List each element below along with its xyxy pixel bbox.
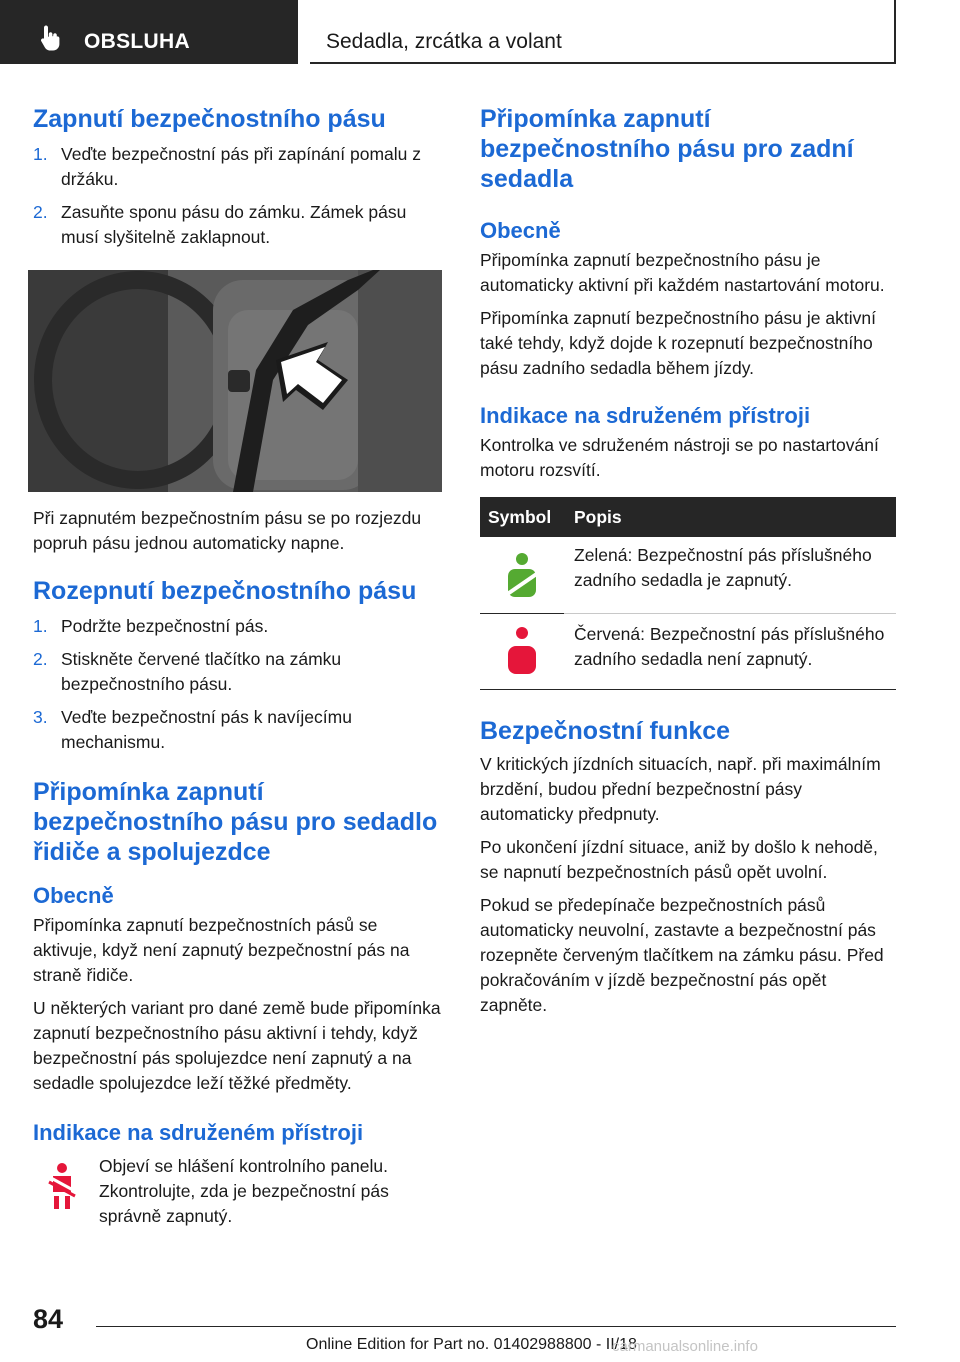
list-item: [33, 647, 445, 697]
description-cell: Červená: Bezpečnostní pás příslušného zadního sedadla není zapnutý.: [564, 613, 896, 689]
step-text: Podržte bezpečnostní pás.: [61, 616, 269, 636]
safety-paragraph-3: Pokud se předepínače bezpečnostních pásů automaticky neuvolní, zastavte a bezpečnostní pás rozepněte červeným tlačítkem na zámku pásu. Před pokračováním v jízdě bezpečnostní pás opět zapněte.: [480, 894, 884, 1015]
fasten-steps: [33, 142, 445, 250]
rear-indicator-paragraph: Kontrolka ve sdruženém nástroji se po nastartování motoru rozsvítí.: [480, 435, 879, 480]
footer-divider: [96, 1326, 896, 1327]
step-number: 2.: [33, 202, 48, 222]
symbol-table: [480, 497, 896, 690]
step-text: Stiskněte červené tlačítko na zámku bezpečnostního pásu.: [61, 649, 342, 694]
description-cell: Zelená: Bezpečnostní pás příslušného zadního sedadla je zapnutý.: [564, 537, 896, 613]
safety-paragraph-1: V kritických jízdních situacích, např. při maximálním brzdění, budou přední bezpečnostní pásy automaticky předpnuty.: [480, 753, 881, 824]
rear-general-paragraph-1: Připomínka zapnutí bezpečnostního pásu je automaticky aktivní při každém nastartování motoru.: [480, 250, 885, 295]
general-paragraph-1: Připomínka zapnutí bezpečnostních pásů se aktivuje, když není zapnutý bezpečnostní pás na straně řidiče.: [33, 915, 410, 985]
step-text: Veďte bezpečnostní pás k navíjecímu mechanismu.: [61, 707, 352, 752]
step-text: Veďte bezpečnostní pás při zapínání pomalu z držáku.: [61, 144, 422, 189]
general-heading: Obecně: [33, 883, 114, 908]
page-footer: [0, 1290, 960, 1362]
rear-general-paragraph-2: Připomínka zapnutí bezpečnostního pásu je aktivní také tehdy, když dojde k rozepnutí bezpečnostního pásu zadního sedadla během jízdy.: [480, 308, 876, 378]
rear-indicator-heading: Indikace na sdruženém přístroji: [480, 403, 811, 428]
safety-paragraph-2: Po ukončení jízdní situace, aniž by došlo k nehodě, se napnutí bezpečnostních pásů opět uvolní.: [480, 836, 878, 882]
list-item: [33, 705, 445, 755]
step-text: Zasuňte sponu pásu do zámku. Zámek pásu musí slyšitelně zaklapnout.: [61, 202, 407, 247]
page-header: [0, 0, 960, 66]
page-number: 84: [33, 1304, 64, 1334]
rear-reminder-heading: Připomínka zapnutí bezpečnostního pásu pro zadní sedadla: [480, 105, 854, 193]
section-tab[interactable]: [0, 0, 298, 64]
table-row: [480, 613, 896, 689]
right-column: [480, 100, 896, 1018]
list-item: [33, 142, 445, 192]
table-row: [480, 537, 896, 613]
description-column-header: Popis: [564, 497, 896, 537]
watermark: carmanualsonline.info: [612, 1338, 758, 1355]
step-number: 1.: [33, 616, 48, 636]
step-number: 3.: [33, 707, 48, 727]
unfasten-heading: Rozepnutí bezpečnostního pásu: [33, 577, 417, 605]
seatbelt-illustration: [28, 270, 442, 492]
list-item: [33, 200, 445, 250]
indicator-text: Objeví se hlášení kontrolního panelu. Zkontrolujte, zda je bezpečnostní pás správně zapnutý.: [99, 1156, 389, 1226]
tension-paragraph: Při zapnutém bezpečnostním pásu se po rozjezdu popruh pásu jednou automaticky napne.: [33, 508, 422, 553]
fasten-heading: Zapnutí bezpečnostního pásu: [33, 105, 386, 133]
symbol-column-header: Symbol: [480, 497, 564, 537]
edition-text: Online Edition for Part no. 01402988800 - II/18: [306, 1336, 637, 1353]
seatbelt-warning-icon: [47, 1162, 77, 1210]
symbol-cell: [480, 537, 564, 613]
list-item: [33, 614, 445, 639]
general-paragraph-2: U některých variant pro dané země bude připomínka zapnutí bezpečnostního pásu aktivní i tehdy, když bezpečnostní pás spolujezdce není zapnutý a na sedadle spolujezdce leží těžké předměty.: [33, 998, 441, 1093]
seatbelt-photo: [28, 270, 442, 492]
step-number: 2.: [33, 649, 48, 669]
step-number: 1.: [33, 144, 48, 164]
rear-general-heading: Obecně: [480, 218, 561, 243]
symbol-cell: [480, 613, 564, 689]
reminder-heading: Připomínka zapnutí bezpečnostního pásu pro sedadlo řidiče a spolujezdce: [33, 778, 438, 866]
table-header-row: [480, 497, 896, 537]
red-seat-icon: [502, 626, 542, 678]
indicator-row: [33, 1154, 445, 1229]
unfasten-steps: [33, 614, 445, 755]
section-label: OBSLUHA: [84, 30, 190, 53]
chapter-title: Sedadla, zrcátka a volant: [326, 30, 562, 53]
pointing-hand-icon: [40, 24, 64, 52]
chapter-title-box: [310, 0, 896, 64]
green-seat-icon: [502, 553, 542, 601]
safety-heading: Bezpečnostní funkce: [480, 716, 731, 745]
left-column: [33, 100, 445, 1229]
indicator-heading: Indikace na sdruženém přístroji: [33, 1120, 364, 1145]
